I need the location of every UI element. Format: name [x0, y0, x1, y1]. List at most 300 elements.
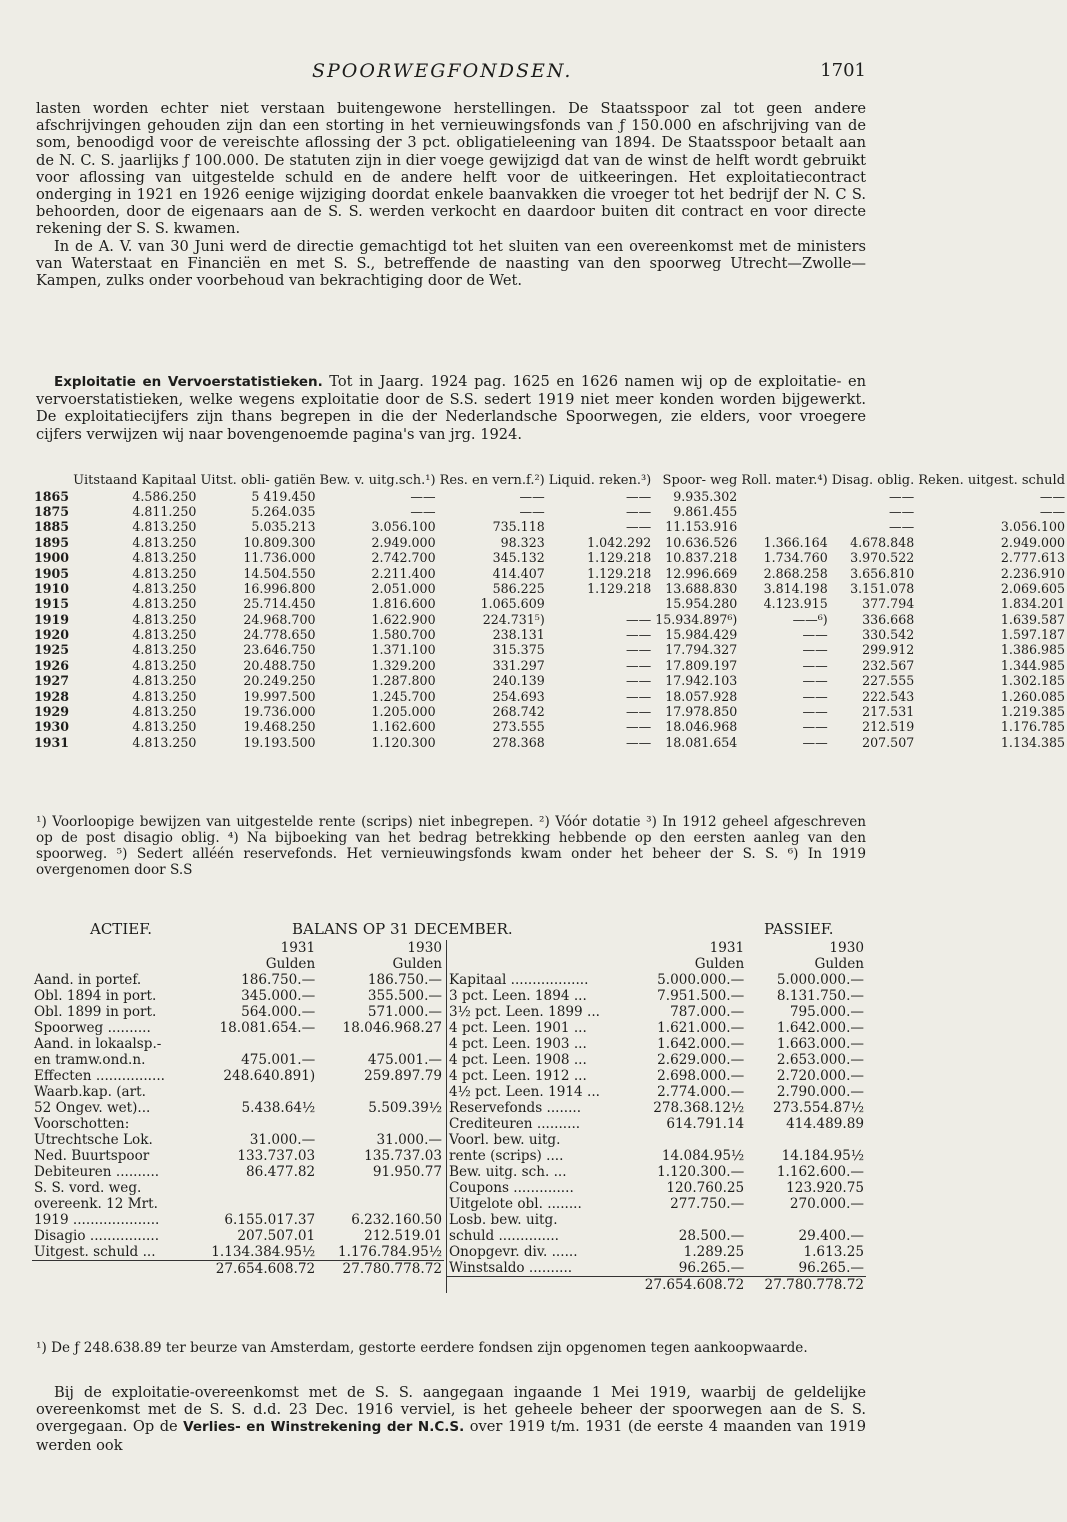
table-row	[32, 673, 1067, 688]
balance-row	[447, 1004, 867, 1020]
balance-value-1930: 91.950.77	[372, 1164, 442, 1180]
balance-value-1931: 1.289.25	[683, 1244, 745, 1260]
balance-row	[32, 1228, 444, 1244]
balance-value-1931: 787.000.—	[670, 1004, 745, 1020]
year-cell: 1875	[34, 503, 70, 519]
year-cell: 1930	[34, 719, 70, 735]
value-cell: 1.622.900	[371, 611, 436, 627]
unit-header: Gulden	[694, 956, 745, 972]
value-cell: ——	[626, 719, 652, 735]
value-cell: ——	[626, 503, 652, 519]
balance-item-label: 4½ pct. Leen. 1914 ...	[449, 1084, 600, 1100]
value-cell: ——	[519, 503, 545, 519]
value-cell: 1.639.587	[1000, 611, 1066, 627]
value-cell: ——⁶)	[792, 611, 828, 627]
balance-total-row	[447, 1277, 867, 1294]
balance-value-1931: 96.265.—	[678, 1260, 745, 1276]
value-cell: 15.934.897⁶)	[655, 611, 738, 627]
value-cell: 15.984.429	[665, 627, 738, 643]
value-cell: 735.118	[492, 519, 545, 535]
year-cell: 1885	[34, 519, 70, 535]
year-cell: 1926	[34, 657, 70, 673]
value-cell: 9.861.455	[673, 503, 738, 519]
balance-row	[32, 988, 444, 1004]
value-cell: ——	[802, 688, 828, 704]
balance-value-1931	[190, 1180, 317, 1196]
table-body	[32, 488, 1067, 750]
table-row	[32, 704, 1067, 719]
value-cell: 4.813.250	[132, 519, 197, 535]
balance-value-1931: 1.621.000.—	[657, 1020, 745, 1036]
balance-value-1931: 86.477.82	[246, 1164, 316, 1180]
closing-text-start: Bij de exploitatie-overeenkomst met de S. S. aangegaan ingaande 1 Mei 1919, waarbij de geldelijke overeenkomst met de S. S. d.d. 23 Dec. 1916 verviel, is het geheele beheer der spoorwegen aan de S. S. overgegaan. Op de	[36, 1384, 866, 1436]
balance-value-1931: 120.760.25	[666, 1180, 745, 1196]
unit-header: Gulden	[392, 956, 442, 972]
value-cell: 2.051.000	[371, 580, 436, 596]
balance-row	[447, 972, 867, 988]
value-cell: 3.151.078	[850, 580, 915, 596]
value-cell: ——	[410, 503, 436, 519]
value-cell: 4.813.250	[132, 642, 197, 658]
value-cell: ——	[1039, 488, 1066, 504]
balance-row	[447, 1260, 867, 1277]
table-row	[32, 488, 1067, 503]
value-cell: 278.368	[492, 734, 545, 750]
balance-total-1930: 27.780.778.72	[317, 1261, 444, 1278]
balance-total-1930: 27.780.778.72	[746, 1277, 866, 1294]
value-cell: 17.809.197	[665, 657, 738, 673]
value-cell: 1.162.600	[371, 719, 436, 735]
table-row	[32, 565, 1067, 580]
table-row	[32, 550, 1067, 565]
value-cell: 238.131	[492, 627, 545, 643]
balance-value-1931: 28.500.—	[678, 1228, 745, 1244]
value-cell: 212.519	[862, 719, 915, 735]
balance-header	[0, 920, 901, 940]
balance-item-label: Waarb.kap. (art.	[34, 1084, 146, 1100]
value-cell: 10.837.218	[665, 550, 738, 566]
table-header-row	[32, 473, 1067, 488]
value-cell: 23.646.750	[243, 642, 316, 658]
balance-value-1931: 2.629.000.—	[657, 1052, 745, 1068]
balance-value-1931: 31.000.—	[249, 1132, 316, 1148]
table-row	[32, 735, 1067, 750]
value-cell: 2.742.700	[371, 550, 436, 566]
year-cell: 1931	[34, 734, 70, 750]
balance-value-1931: 14.084.95½	[661, 1148, 745, 1164]
balance-item-label: Obl. 1899 in port.	[34, 1004, 157, 1020]
column-header: Res. en vern.f.²)	[439, 473, 545, 489]
balance-item-label: Voorschotten:	[34, 1116, 130, 1132]
balance-value-1930: 31.000.—	[376, 1132, 442, 1148]
balance-item-label: en tramw.ond.n.	[34, 1052, 146, 1068]
balance-row	[447, 1180, 867, 1196]
balance-value-1930: 2.790.000.—	[776, 1084, 864, 1100]
balance-value-1931: 2.774.000.—	[657, 1084, 745, 1100]
value-cell: 25.714.450	[243, 596, 316, 612]
balance-item-label: Crediteuren ..........	[449, 1116, 581, 1132]
balance-value-1930: 2.653.000.—	[776, 1052, 864, 1068]
balance-row	[447, 1228, 867, 1244]
value-cell: 315.375	[492, 642, 545, 658]
value-cell: 1.219.385	[1000, 704, 1066, 720]
balance-value-1930: 5.000.000.—	[776, 972, 864, 988]
value-cell: 3.814.198	[763, 580, 828, 596]
value-cell: ——	[410, 488, 436, 504]
year-header: 1930	[407, 940, 442, 956]
value-cell: 4.813.250	[132, 673, 197, 689]
value-cell: 3.970.522	[850, 550, 915, 566]
value-cell	[739, 504, 829, 519]
balance-row	[447, 1020, 867, 1036]
value-cell: 18.046.968	[665, 719, 738, 735]
value-cell: 1.302.185	[1000, 673, 1066, 689]
balance-total-row	[32, 1261, 444, 1278]
value-cell: 4.813.250	[132, 550, 197, 566]
column-header: Reken. uitgest. schuld	[918, 473, 1066, 489]
balance-value-1930: 414.489.89	[786, 1116, 864, 1132]
exploitation-paragraph	[36, 373, 866, 443]
balance-value-1930: 475.001.—	[367, 1052, 442, 1068]
year-header-row	[447, 940, 867, 956]
table-row	[32, 535, 1067, 550]
value-cell: 15.954.280	[665, 596, 738, 612]
balance-value-1930	[746, 1132, 866, 1148]
value-cell: ——	[889, 488, 915, 504]
balance-value-1930: 186.750.—	[367, 972, 442, 988]
balance-value-1930: 96.265.—	[798, 1260, 864, 1276]
value-cell: 4.813.250	[132, 688, 197, 704]
balance-value-1931: 614.791.14	[666, 1116, 745, 1132]
balance-item-label: Obl. 1894 in port.	[34, 988, 157, 1004]
column-header: Bew. v. uitg.sch.¹)	[319, 473, 436, 489]
value-cell: 1.129.218	[587, 580, 652, 596]
balance-item-label: 3½ pct. Leen. 1899 ...	[449, 1004, 600, 1020]
value-cell: 1.065.609	[480, 596, 545, 612]
value-cell: ——	[626, 704, 652, 720]
value-cell: 377.794	[862, 596, 915, 612]
running-title: SPOORWEGFONDSEN.	[312, 60, 573, 82]
value-cell: 254.693	[492, 688, 545, 704]
value-cell: 240.139	[492, 673, 545, 689]
balance-row	[32, 1052, 444, 1068]
value-cell: 1.205.000	[371, 704, 436, 720]
value-cell: 17.978.850	[665, 704, 738, 720]
value-cell: 5.264.035	[251, 503, 316, 519]
value-cell: 4.813.250	[132, 611, 197, 627]
balance-item-label: Disagio ................	[34, 1228, 160, 1244]
balance-value-1930: 18.046.968.27	[342, 1020, 442, 1036]
value-cell: 2.236.910	[1000, 565, 1066, 581]
value-cell: 17.942.103	[665, 673, 738, 689]
passief-label: PASSIEF.	[764, 920, 834, 938]
value-cell: 1.260.085	[1000, 688, 1066, 704]
year-header: 1931	[709, 940, 745, 956]
balance-value-1931: 1.642.000.—	[657, 1036, 745, 1052]
value-cell: 331.297	[492, 657, 545, 673]
balance-item-label: Reservefonds ........	[449, 1100, 582, 1116]
table-row	[32, 596, 1067, 611]
balance-item-label: Uitgelote obl. ........	[449, 1196, 582, 1212]
value-cell: 232.567	[862, 657, 915, 673]
balance-total-1931: 27.654.608.72	[190, 1261, 317, 1278]
year-cell: 1920	[34, 627, 70, 643]
balance-row	[32, 1244, 444, 1261]
table-row	[32, 688, 1067, 703]
page-header	[0, 60, 901, 88]
balance-value-1931: 7.951.500.—	[657, 988, 745, 1004]
balance-row	[32, 1164, 444, 1180]
value-cell: 16.996.800	[243, 580, 316, 596]
value-cell: ——	[626, 488, 652, 504]
value-cell: 1.245.700	[371, 688, 436, 704]
column-header: Disag. oblig.	[831, 473, 915, 489]
balance-value-1931: 1.134.384.95½	[211, 1244, 316, 1260]
value-cell: 273.555	[492, 719, 545, 735]
closing-paragraph	[36, 1384, 866, 1454]
value-cell: 1.042.292	[587, 534, 652, 550]
balance-value-1931: 1.120.300.—	[657, 1164, 745, 1180]
year-header: 1931	[280, 940, 316, 956]
year-header: 1930	[829, 940, 864, 956]
balance-item-label: S. S. vord. weg.	[34, 1180, 142, 1196]
balance-item-label: 52 Ongev. wet)...	[34, 1100, 151, 1116]
unit-header-row	[32, 956, 444, 972]
value-cell: 4.813.250	[132, 734, 197, 750]
closing-bold: Verlies- en Winstrekening der N.C.S.	[183, 1419, 465, 1436]
value-cell: 19.468.250	[243, 719, 316, 735]
value-cell: 2.069.605	[1000, 580, 1066, 596]
year-cell: 1929	[34, 704, 70, 720]
table-footnotes: ¹) Voorloopige bewijzen van uitgestelde rente (scrips) niet inbegrepen. ²) Vóór dotatie ³) In 1912 geheel afgeschreven op de post disagio oblig. ⁴) Na bijboeking van het bedrag betrekking hebbende op den eersten aanleg van den spoorweg. ⁵) Sedert alléén reservefonds. Het vernieuwingsfonds kwam onder het beheer der S. S. ⁶) In 1919 overgenomen door S.S	[36, 814, 866, 878]
value-cell: 4.813.250	[132, 627, 197, 643]
value-cell: 4.586.250	[132, 488, 197, 504]
table-row	[32, 658, 1067, 673]
value-cell: 4.811.250	[132, 503, 197, 519]
balance-value-1931: 207.507.01	[237, 1228, 316, 1244]
value-cell: ——	[802, 704, 828, 720]
value-cell: 586.225	[492, 580, 545, 596]
value-cell: 1.580.700	[371, 627, 436, 643]
table-row	[32, 627, 1067, 642]
balance-item-label: Effecten ................	[34, 1068, 165, 1084]
value-cell: ——	[802, 719, 828, 735]
balance-row	[447, 1052, 867, 1068]
value-cell: 1.597.187	[1000, 627, 1066, 643]
value-cell: 4.813.250	[132, 596, 197, 612]
balance-value-1930: 14.184.95½	[781, 1148, 864, 1164]
balance-item-label: Bew. uitg. sch. ...	[449, 1164, 567, 1180]
column-header: Uitstaand Kapitaal	[73, 473, 197, 489]
general-meeting-paragraph: In de A. V. van 30 Juni werd de directie gemachtigd tot het sluiten van een overeenkomst met de ministers van Waterstaat en Financiën en met S. S., betreffende de naasting van den spoorweg Utrecht—Zwolle—Kampen, zulks onder voorbehoud van bekrachtiging door de Wet.	[36, 237, 866, 290]
value-cell: 1.386.985	[1000, 642, 1066, 658]
balance-row	[447, 1196, 867, 1212]
value-cell: 4.678.848	[850, 534, 915, 550]
value-cell	[739, 519, 829, 534]
value-cell: 4.813.250	[132, 565, 197, 581]
value-cell: 11.736.000	[243, 550, 316, 566]
value-cell: 1.176.785	[1000, 719, 1066, 735]
value-cell: 299.912	[862, 642, 915, 658]
value-cell: 10.809.300	[243, 534, 316, 550]
value-cell: 1.366.164	[763, 534, 828, 550]
value-cell: ——	[802, 673, 828, 689]
balance-value-1931	[626, 1132, 746, 1148]
value-cell: 2.949.000	[1000, 534, 1066, 550]
balance-value-1930: 273.554.87½	[772, 1100, 864, 1116]
balance-value-1931: 6.155.017.37	[224, 1212, 316, 1228]
balance-item-label: 3 pct. Leen. 1894 ...	[449, 988, 587, 1004]
value-cell: ——	[626, 734, 652, 750]
balance-item-label: Onopgevr. div. ......	[449, 1244, 578, 1260]
balance-liabilities-table	[446, 940, 866, 1293]
balance-title: BALANS OP 31 DECEMBER.	[292, 920, 513, 938]
value-cell: ——	[626, 673, 652, 689]
value-cell: ——	[626, 627, 652, 643]
value-cell: 10.636.526	[665, 534, 738, 550]
balance-row	[447, 1116, 867, 1132]
unit-header-row	[447, 956, 867, 972]
balance-row	[32, 1100, 444, 1116]
balance-row	[32, 1148, 444, 1164]
balance-value-1930: 1.613.25	[803, 1244, 864, 1260]
balance-item-label: Aand. in portef.	[34, 972, 142, 988]
value-cell: 13.688.830	[665, 580, 738, 596]
actief-label: ACTIEF.	[90, 920, 153, 938]
balance-row	[32, 1196, 444, 1212]
value-cell: 224.731⁵)	[482, 611, 545, 627]
balance-value-1930: 29.400.—	[798, 1228, 864, 1244]
capital-statistics-table	[32, 473, 1067, 750]
value-cell: 17.794.327	[665, 642, 738, 658]
value-cell	[547, 596, 654, 611]
value-cell: 1.129.218	[587, 565, 652, 581]
balance-value-1931: 564.000.—	[241, 1004, 316, 1020]
value-cell: ——	[802, 627, 828, 643]
balance-item-label: overeenk. 12 Mrt.	[34, 1196, 158, 1212]
value-cell: 24.968.700	[243, 611, 316, 627]
column-header: Spoor- weg	[662, 473, 738, 489]
value-cell: ——	[626, 688, 652, 704]
balance-value-1930: 259.897.79	[364, 1068, 442, 1084]
balance-row	[447, 1244, 867, 1260]
balance-value-1931	[190, 1036, 317, 1052]
value-cell: 12.996.669	[665, 565, 738, 581]
value-cell: ——	[626, 657, 652, 673]
year-cell: 1910	[34, 580, 70, 596]
table-row	[32, 612, 1067, 627]
exploitation-section	[36, 373, 866, 443]
value-cell: 5.035.213	[251, 519, 316, 535]
balance-value-1930	[317, 1084, 444, 1100]
balance-value-1930: 795.000.—	[789, 1004, 864, 1020]
value-cell: 2.211.400	[371, 565, 436, 581]
value-cell: 414.407	[492, 565, 545, 581]
value-cell: 1.344.985	[1000, 657, 1066, 673]
value-cell: 20.488.750	[243, 657, 316, 673]
balance-row	[32, 1020, 444, 1036]
value-cell: 11.153.916	[665, 519, 738, 535]
balance-row	[447, 1212, 867, 1228]
balance-value-1930: 212.519.01	[364, 1228, 442, 1244]
balance-row	[32, 1212, 444, 1228]
balance-value-1930: 1.663.000.—	[776, 1036, 864, 1052]
value-cell: 14.504.550	[243, 565, 316, 581]
balance-value-1931	[190, 1116, 317, 1132]
balance-item-label: Utrechtsche Lok.	[34, 1132, 153, 1148]
value-cell: ——	[802, 642, 828, 658]
balance-item-label: 4 pct. Leen. 1908 ...	[449, 1052, 587, 1068]
value-cell: 1.287.800	[371, 673, 436, 689]
balance-row	[447, 1036, 867, 1052]
balance-item-label: Debiteuren ..........	[34, 1164, 160, 1180]
value-cell: 4.813.250	[132, 534, 197, 550]
balance-item-label: Spoorweg ..........	[34, 1020, 151, 1036]
value-cell: 18.081.654	[665, 734, 738, 750]
balance-value-1930: 135.737.03	[364, 1148, 442, 1164]
balance-value-1931: 5.000.000.—	[657, 972, 745, 988]
balance-row	[32, 1068, 444, 1084]
value-cell: 1.120.300	[371, 734, 436, 750]
balance-item-label: Coupons ..............	[449, 1180, 574, 1196]
value-cell: 3.056.100	[1000, 519, 1066, 535]
balance-value-1931: 248.640.891)	[223, 1068, 316, 1084]
balance-value-1930: 1.162.600.—	[776, 1164, 864, 1180]
column-header: Uitst. obli- gatiën	[200, 473, 316, 489]
value-cell: 19.193.500	[243, 734, 316, 750]
balance-value-1931	[190, 1196, 317, 1212]
value-cell: 20.249.250	[243, 673, 316, 689]
balance-row	[447, 1068, 867, 1084]
balance-item-label: schuld ..............	[449, 1228, 559, 1244]
balance-value-1931: 475.001.—	[241, 1052, 316, 1068]
value-cell: ——	[1039, 503, 1066, 519]
balance-value-1930: 355.500.—	[367, 988, 442, 1004]
balance-row	[447, 1100, 867, 1116]
table-row	[32, 581, 1067, 596]
year-cell: 1927	[34, 673, 70, 689]
value-cell: ——	[889, 503, 915, 519]
value-cell: 2.868.258	[763, 565, 828, 581]
balance-row	[447, 1148, 867, 1164]
value-cell: 1.816.600	[371, 596, 436, 612]
intro-block	[36, 100, 866, 289]
balance-item-label: Losb. bew. uitg.	[449, 1212, 558, 1228]
column-header: Liquid. reken.³)	[548, 473, 652, 489]
value-cell: 1.134.385	[1000, 734, 1066, 750]
value-cell: 24.778.650	[243, 627, 316, 643]
year-cell: 1865	[34, 488, 70, 504]
value-cell: 2.777.613	[1000, 550, 1066, 566]
balance-item-label: Uitgest. schuld ...	[34, 1244, 156, 1260]
balance-row	[447, 988, 867, 1004]
balance-footnote: ¹) De ƒ 248.638.89 ter beurze van Amsterdam, gestorte eerdere fondsen zijn opgenomen tegen aankoopwaarde.	[36, 1340, 808, 1356]
value-cell: 207.507	[862, 734, 915, 750]
value-cell: 4.813.250	[132, 580, 197, 596]
value-cell: 3.056.100	[371, 519, 436, 535]
balance-item-label: Ned. Buurtspoor	[34, 1148, 150, 1164]
balance-value-1931: 278.368.12½	[653, 1100, 745, 1116]
balance-row	[32, 1036, 444, 1052]
page-number: 1701	[820, 60, 866, 81]
column-header: Roll. mater.⁴)	[741, 473, 828, 489]
balance-assets-table	[32, 940, 444, 1277]
balance-value-1930: 1.176.784.95½	[338, 1244, 442, 1260]
value-cell: ——	[802, 734, 828, 750]
value-cell: 1.734.760	[763, 550, 828, 566]
balance-value-1930: 8.131.750.—	[776, 988, 864, 1004]
value-cell: 19.736.000	[243, 704, 316, 720]
